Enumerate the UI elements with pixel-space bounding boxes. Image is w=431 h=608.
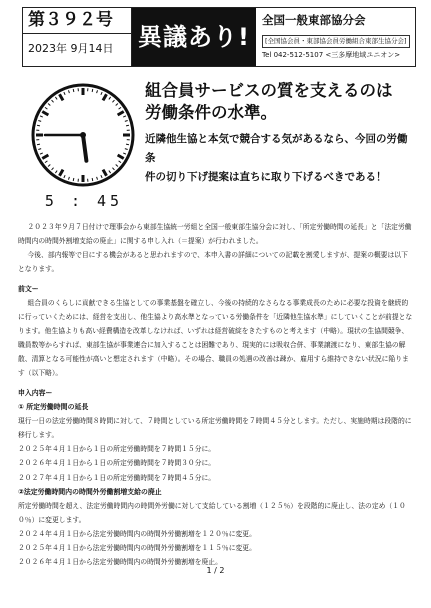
clock-tick (73, 178, 74, 181)
subheadline-line-1: 近隣他生協と本気で競合する気があるなら、今回の労働条 (145, 133, 408, 164)
item-1-step: ２０２６年４月１日から１日の所定労働時間を７時間３０分に。 (18, 459, 216, 468)
page-number: 1 / 2 (206, 566, 225, 575)
item-2-step: ２０２６年４月１日から法定労働時間内の時間外労働割増を廃止。 (18, 558, 222, 567)
preface-label: 前文ー (18, 285, 39, 293)
clock-tick (37, 125, 40, 126)
headline-line-1: 組合員サービスの質を支えるのは (145, 81, 393, 100)
subheadline (145, 130, 415, 187)
item-2-text: 所定労働時間を超え、法定労働時間内の時間外労働に対して支給している割増（１２５％）を段階的に廃止し、法の定め（１００％）に変更します。 (18, 501, 406, 524)
clock-tick (37, 144, 40, 145)
preface-text: 組合員のくらしに貢献できる生協としての事業基盤を確立し、今後の持続的なさらなる事業成長のために必要な投資を継続的に行っていくためには、経営を支出し、他生協より高水準となっている労働条件を「近隣他生協水準」にしていくことが前提となります。他生協よりも高い経費構造を改革しなければ、いずれは経営破綻をきたすものと考えます（中略）。現状の生協間競争、職員数等からすれば、東部生協が事業連合に加入することは困難であり、現実的には吸収合併、事業譲渡になり、東部生協の解散、清算となる可能性が高いと想定されます（中略）。その場合、職員の処遇の改善は疎か、雇用すら維持できない状況に陥ります（以下略）。 (18, 299, 413, 377)
issue-number: 第３９２号 (23, 8, 131, 34)
item-1-step: ２０２７年４月１日から１日の所定労働時間を７時間４５分に。 (18, 473, 216, 482)
issue-box (23, 8, 132, 66)
headline (145, 80, 420, 124)
article-body (18, 220, 414, 570)
headline-line-2: 労働条件の水準。 (145, 103, 277, 122)
union-name: 全国一般東部協分会 (262, 13, 366, 27)
clock-tick (92, 89, 93, 92)
clock-tick (73, 89, 74, 92)
publisher-info (256, 8, 415, 66)
item-1-step: ２０２５年４月１日から１日の所定労働時間を７時間１５分に。 (18, 445, 216, 453)
clock-center (80, 132, 86, 138)
masthead (22, 7, 416, 67)
proposal-label: 申入内容ー (18, 389, 53, 397)
union-affiliation: [全国協会員・東部協会員労働組合東部生協分会] (262, 35, 410, 48)
clock-tick (126, 144, 129, 145)
clock-icon (30, 82, 136, 188)
item-1-text: 現行一日の法定労働時間８時間に対して、７時間としている所定労働時間を７時間４５分とします。ただし、実施時期は段階的に移行します。 (18, 417, 412, 439)
subheadline-line-2: 件の切り下げ提案は直ちに取り下げるべきである！ (145, 171, 387, 183)
item-2-step: ２０２４年４月１日から法定労働時間内の時間外労働割増を１２０％に変更。 (18, 529, 256, 538)
intro-paragraph-1: ２０２３年９月７日付けで理事会から東部生協統一労組と全国一般東部生協分会に対し、「所定労働時間の延長」と「法定労働時間内の時間外割増支給の廃止」に関する申し入れ（＝提案）が行われました。 (18, 223, 412, 245)
clock-digital-time: 5 : 45 (44, 192, 124, 210)
clock-tick (126, 125, 129, 126)
clock-tick (92, 178, 93, 181)
item-1-title: ① 所定労働時間の延長 (18, 403, 89, 411)
item-2-step: ２０２５年４月１日から法定労働時間内の時間外労働割増を１１５％に変更。 (18, 544, 256, 553)
intro-paragraph-2: 今後、部内報等で目にする機会があると思われますので、本申入書の詳細についての記載を割愛しますが、提案の概要は以下となります。 (18, 251, 408, 273)
item-2-title: ②法定労働時間内の時間外労働割増支給の廃止 (18, 487, 162, 496)
issue-date: 2023年 9月14日 (28, 42, 114, 55)
union-contact: Tel 042-512-5107 <三多摩地域ユニオン> (262, 51, 401, 59)
newsletter-title: 異議あり! (132, 8, 256, 66)
